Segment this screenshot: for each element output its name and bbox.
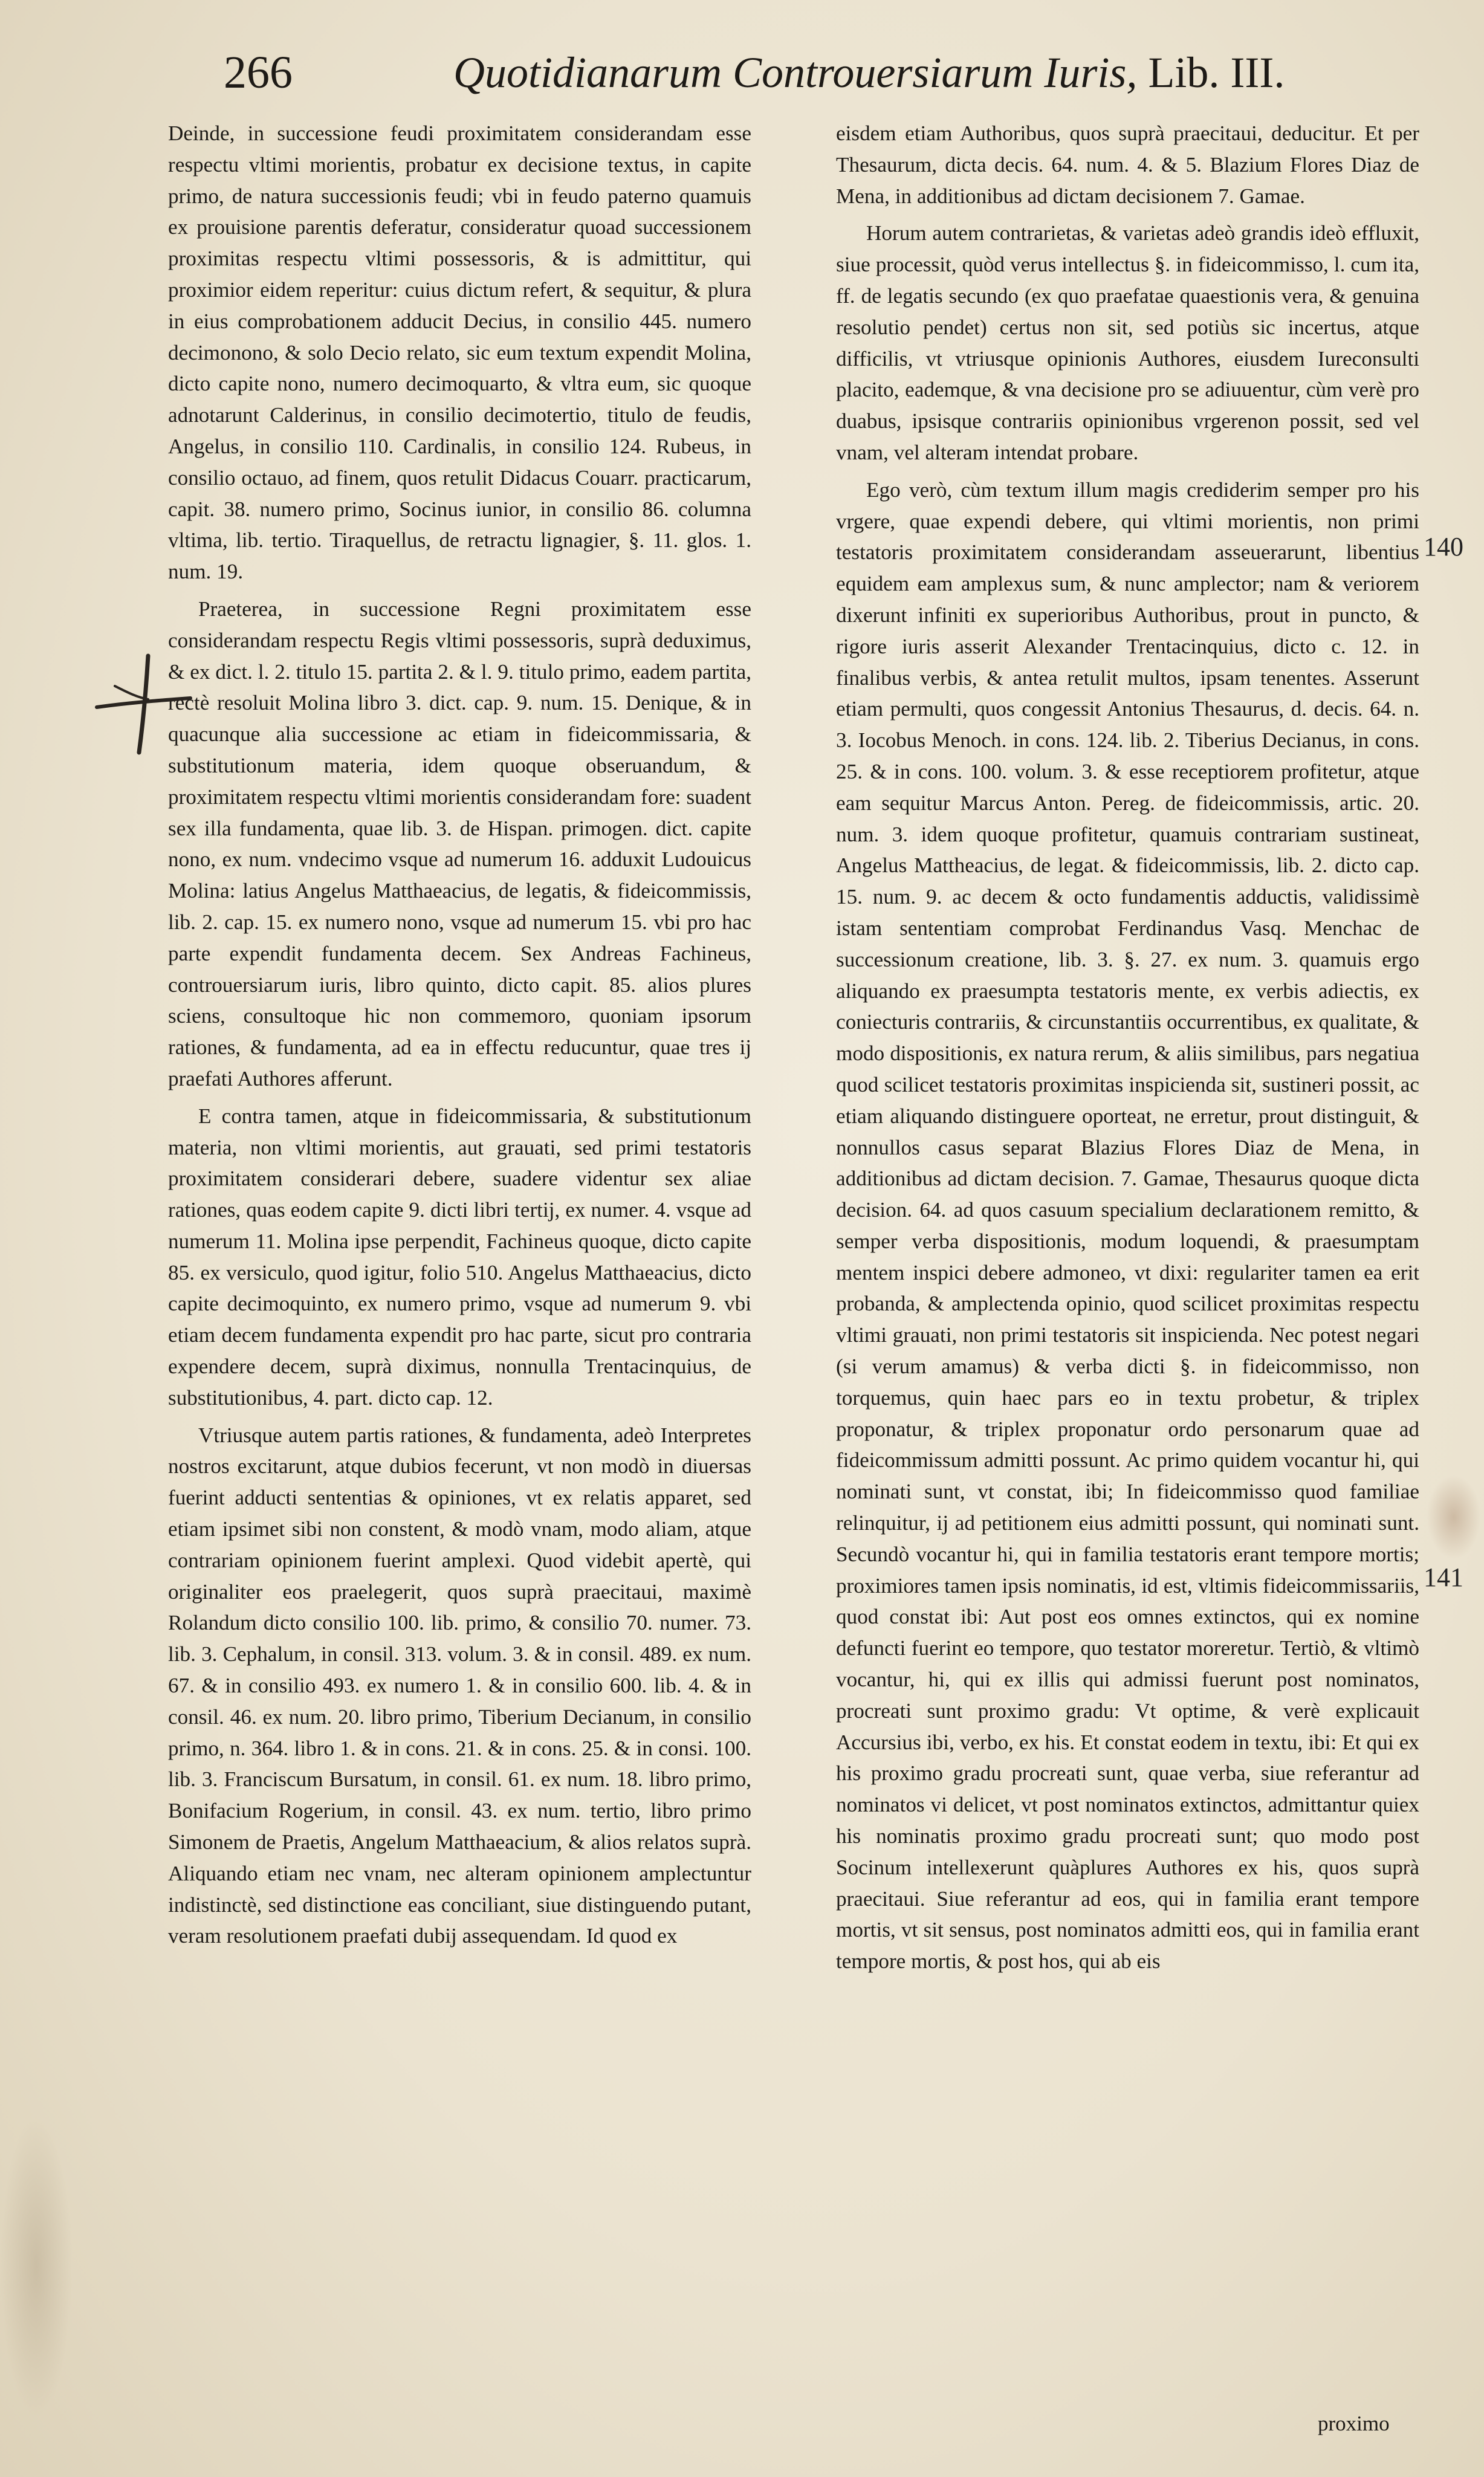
paragraph: Horum autem contrarietas, & varietas adeò grandis ideò effluxit, siue processit, quòd verus intellectus §. in fideicommisso, l. cum ita, ff. de legatis secundo (ex quo praefatae quaestionis vera, & genuina resolutio pendet) certus non sit, sed potiùs sic incertus, atque difficilis, vt vtriusque opinionis Authores, eiusdem Iureconsulti placito, eademque, & vna decisione pro se adiuuentur, cùm verè pro duabus, ipsisque contrariis opinionibus vrgerenon possit, sed vel vnam, vel alteram intendat probare. bbox=[836, 221, 1419, 464]
margin-number: 141 bbox=[1424, 1562, 1463, 1592]
right-column bbox=[836, 118, 1419, 1983]
running-title-text: Quotidianarum Controuersiarum Iuris, bbox=[453, 48, 1138, 97]
page-header bbox=[224, 42, 1285, 109]
paragraph: Ego verò, cùm textum illum magis crediderim semper pro his vrgere, quae expendi debere, qui vltimi morientis, non primi testatoris proximitatem considerandam asseuerarunt, libentius equidem eam amplexus sum, & nunc amplector; nam & veriorem dixerunt infiniti ex superioribus Authoribus, prout in puncto, & rigore iuris asserit Alexander Trentacinquius, dicto c. 12. in finalibus verbis, & antea retulit multos, ipsam tenentes. Asserunt etiam permulti, quos congessit Antonius Thesaurus, d. decis. 64. n. 3. Iocobus Menoch. in cons. 124. lib. 2. Tiberius Decianus, in cons. 25. & in cons. 100. volum. 3. & esse receptiorem profitetur, atque eam sequitur Marcus Anton. Pereg. de fideicommissis, artic. 20. num. 3. idem quoque profitetur, quamuis contrariam sustineat, Angelus Mattheacius, de legat. & fideicommissis, lib. 2. dicto cap. 15. num. 9. ac decem & octo fundamentis adductis, validissimè istam sententiam comprobat Ferdinandus Vasq. Menchac de successionum creatione, lib. 3. §. 27. ex num. 3. quamuis ergo aliquando ex praesumpta testatoris mente, ex verbis adiectis, ex coniecturis contrariis, & circunstantiis occurrentibus, ex qualitate, & modo dispositionis, ex natura rerum, & aliis similibus, pars negatiua quod scilicet testatoris proximitas inspicienda sit, sustineri possit, ac etiam aliquando distinguere oporteat, ne erretur, prout distinguit, & nonnullos casus separat Blazius Flores Diaz de Mena, in additionibus ad dictam decision. 7. Gamae, Thesaurus quoque dicta decision. 64. ad quos casuum specialium declarationem remitto, & semper verba dispositionis, modum loquendi, & praesumptam mentem inspici debere admoneo, vt dixi: regulariter tamen ea erit probanda, & amplectenda opinio, quod scilicet proximitas respectu vltimi grauati, non primi testatoris sit inspicienda. Nec potest negari (si verum amamus) & verba dicti §. in fideicommisso, non torquemus, quin haec pars eo in textu probetur, & triplex proponatur, & triplex proponatur ordo personarum quae ad fideicommissum admitti possunt. Ac primo quidem vocantur hi, qui nominati sunt, vt constat, ibi; In fideicommisso quod familiae relinquitur, ij ad petitionem eius admitti possunt, qui nominati sunt. Secundò vocantur hi, qui in familia testatoris erant tempore mortis; proximiores tamen ipsis nominatis, id est, vltimis fideicommissariis, quod constat ibi: Aut post eos omnes extinctos, qui ex nomine defuncti fuerint eo tempore, quo testator moreretur. Tertiò, & vltimò vocantur, hi, qui ex illis qui admissi fuerunt post nominatos, procreati sunt proximo gradu: Vt optime, & verè explicauit Accursius ibi, verbo, ex his. Et constat eodem in textu, ibi: Et qui ex his proximo gradu procreati sunt, quae verba, siue referantur ad nominatos vi delicet, vt post nominatos extinctos, admittantur quiex his nominatis proximo gradu procreati sunt; quo modo post Socinum intellexerunt quàplures Authores ex his, quos suprà praecitaui. Siue referantur ad eos, qui in familia erant tempore mortis, vt sit sensus, post nominatos admitti eos, qui in familia erant tempore mortis, & post hos, qui ab eis bbox=[836, 478, 1419, 1974]
paragraph: eisdem etiam Authoribus, quos suprà praecitaui, deducitur. Et per Thesaurum, dicta decis. 64. num. 4. & 5. Blazium Flores Diaz de Mena, in additionibus ad dictam decisionem 7. Gamae. bbox=[836, 121, 1419, 208]
paper-stain bbox=[1427, 1475, 1481, 1559]
catchword: proximo bbox=[1318, 2412, 1390, 2435]
paragraph: Praeterea, in successione Regni proximitatem esse considerandam respectu Regis vltimi possessoris, suprà deduximus, & ex dict. l. 2. titulo 15. partita 2. & l. 9. titulo primo, eadem partita, rectè resoluit Molina libro 3. dict. cap. 9. num. 15. Denique, & in quacunque alia successione ac etiam in fideicommissaria, & substitutionum materia, idem quoque obseruandum, & proximitatem respectu vltimi morientis considerandam fore: suadent sex illa fundamenta, quae lib. 3. de Hispan. primogen. dict. capite nono, ex num. vndecimo vsque ad numerum 16. adduxit Ludouicus Molina: latius Angelus Matthaeacius, de legatis, & fideicommissis, lib. 2. cap. 15. ex numero nono, vsque ad numerum 15. vbi pro hac parte expendit fundamenta decem. Sex Andreas Fachineus, controuersiarum iuris, libro quinto, dicto capit. 85. alios plures sciens, consultoque hic non commemoro, quoniam ipsorum rationes, & fundamenta, ad ea in effectu reducuntur, quae tres ij praefati Authores afferunt. bbox=[168, 597, 751, 1090]
book-number: Lib. III. bbox=[1148, 48, 1285, 97]
margin-number: 140 bbox=[1424, 532, 1463, 562]
handwritten-cross-mark bbox=[91, 650, 193, 759]
paper-stain bbox=[0, 2116, 73, 2418]
paragraph: Vtriusque autem partis rationes, & fundamenta, adeò Interpretes nostros excitarunt, atque dubios fecerunt, vt non modò in diuersas fuerint adducti sententias & opiniones, vt ex relatis apparet, sed etiam ipsimet sibi non constent, & modò vnam, modo aliam, atque contrariam opinionem fuerint amplexi. Quod videbit apertè, qui originaliter eos praelegerit, quos suprà praecitaui, maximè Rolandum dicto consilio 100. lib. primo, & consilio 70. numer. 73. lib. 3. Cephalum, in consil. 313. volum. 3. & in consil. 489. ex num. 67. & in consilio 493. ex numero 1. & in consilio 600. lib. 4. & in consil. 46. ex num. 20. libro primo, Tiberium Decianum, in consilio primo, n. 364. libro 1. & in cons. 21. & in cons. 25. & in consi. 100. lib. 3. Franciscum Bursatum, in consil. 61. ex num. 18. libro primo, Bonifacium Rogerium, in consil. 43. ex num. tertio, libro primo Simonem de Praetis, Angelum Matthaeacium, & alios relatos suprà. Aliquando etiam nec vnam, nec alteram opinionem amplectuntur indistinctè, sed distinctione eas conciliant, siue distinguendo putant, veram resolutionem praefati dubij assequendam. Id quod ex bbox=[168, 1423, 751, 1948]
paragraph: Deinde, in successione feudi proximitatem considerandam esse respectu vltimi morientis, probatur ex decisione textus, in capite primo, de natura successionis feudi; vbi in feudo paterno quamuis ex prouisione parentis deferatur, consideratur quoad successionem proximitas respectu vltimi possessoris, & is admittitur, qui proximior eidem reperitur: cuius dictum refert, & sequitur, & plura in eius comprobationem adducit Decius, in consilio 445. numero decimonono, & solo Decio relato, sic eum textum expendit Molina, dicto capite nono, numero decimoquarto, & vltra eum, sic quoque adnotarunt Calderinus, in consilio decimotertio, titulo de feudis, Angelus, in consilio 110. Cardinalis, in consilio 124. Rubeus, in consilio octauo, ad finem, quos retulit Didacus Couarr. practicarum, capit. 38. numero primo, Socinus iunior, in consilio 86. columna vltima, lib. tertio. Tiraquellus, de retractu lignagier, §. 11. glos. 1. num. 19. bbox=[168, 121, 751, 584]
paragraph: E contra tamen, atque in fideicommissaria, & substitutionum materia, non vltimi morientis, aut grauati, sed primi testatoris proximitatem considerari debere, suadere videntur sex aliae rationes, quas eodem capite 9. dicti libri tertij, ex numer. 4. vsque ad numerum 11. Molina ipse perpendit, Fachineus quoque, dicto capite 85. ex versiculo, quod igitur, folio 510. Angelus Matthaeacius, dicto capite decimoquinto, ex numero primo, vsque ad numerum 9. vbi etiam decem fundamenta expendit pro hac parte, sicut pro contraria expendere decem, suprà diximus, nonnulla Trentacinquius, de substitutionibus, 4. part. dicto cap. 12. bbox=[168, 1104, 751, 1410]
page-number: 266 bbox=[224, 47, 293, 98]
running-title bbox=[453, 42, 1285, 103]
left-column bbox=[168, 118, 751, 1958]
